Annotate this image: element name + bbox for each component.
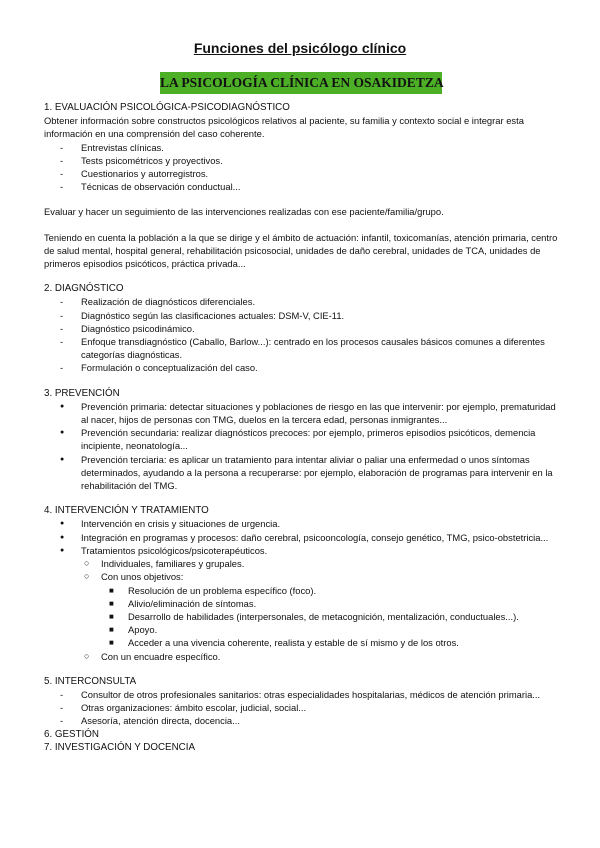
- list-item: ■ Alivio/eliminación de síntomas.: [44, 597, 564, 610]
- section-1-paragraph-3: Teniendo en cuenta la población a la que se dirige y el ámbito de actuación: infantil, toxicomanías, atención primaria, centro de salud mental, hospital general, rehabilitación psicosocial, unidades de daño cerebral, unidades de TCA, unidades de primeros episodios psicóticos, práctica privada...: [44, 231, 558, 270]
- section-4-list: [44, 517, 564, 557]
- list-item: ○ Con unos objetivos:: [44, 570, 564, 583]
- section-1-heading: 1. EVALUACIÓN PSICOLÓGICA-PSICODIAGNÓSTICO: [44, 102, 290, 113]
- section-4-heading: 4. INTERVENCIÓN Y TRATAMIENTO: [44, 505, 209, 517]
- section-4-sublist: [44, 557, 564, 583]
- section-7-heading: 7. INVESTIGACIÓN Y DOCENCIA: [44, 741, 195, 753]
- section-3-list: [44, 400, 564, 492]
- list-item: ■ Acceder a una vivencia coherente, realista y estable de sí mismo y de los otros.: [44, 636, 564, 649]
- section-4-sublist-end: [44, 650, 564, 663]
- list-item: ○ Individuales, familiares y grupales.: [44, 557, 564, 570]
- section-5-list: [44, 688, 564, 728]
- list-item: - Enfoque transdiagnóstico (Caballo, Barlow...): centrado en los procesos causales básicos comunes a diferentes categorías diagnósticas.: [44, 335, 564, 361]
- list-item: ○ Con un encuadre específico.: [44, 650, 564, 663]
- list-item: - Formulación o conceptualización del caso.: [44, 361, 564, 374]
- list-item: ■ Resolución de un problema específico (foco).: [44, 584, 564, 597]
- section-5-heading: 5. INTERCONSULTA: [44, 675, 137, 687]
- list-item: ● Prevención terciaria: es aplicar un tratamiento para intentar aliviar o paliar una enfermedad o unos síntomas determinados, ayudando a la persona a recuperarse: por ejemplo, elaboración de programas para intervenir en la rehabilitación del TMG.: [44, 453, 564, 493]
- list-item: - Técnicas de observación conductual...: [44, 180, 564, 193]
- list-item: - Realización de diagnósticos diferenciales.: [44, 295, 564, 308]
- list-item: - Asesoría, atención directa, docencia...: [44, 714, 564, 727]
- list-item: - Diagnóstico psicodinámico.: [44, 322, 564, 335]
- list-item: ● Intervención en crisis y situaciones de urgencia.: [44, 517, 564, 530]
- section-3-heading: 3. PREVENCIÓN: [44, 387, 120, 399]
- section-1-paragraph-2: Evaluar y hacer un seguimiento de las intervenciones realizadas con ese paciente/familia/grupo.: [44, 206, 444, 218]
- section-2-list: [44, 295, 564, 374]
- page-title: Funciones del psicólogo clínico: [193, 40, 407, 56]
- list-item: ● Tratamientos psicológicos/psicoterapéuticos.: [44, 544, 564, 557]
- section-2-heading: 2. DIAGNÓSTICO: [44, 283, 124, 295]
- list-item: ■ Desarrollo de habilidades (interpersonales, de metacognición, mentalización, conductuales...).: [44, 610, 564, 623]
- list-item: - Tests psicométricos y proyectivos.: [44, 154, 564, 167]
- list-item: - Diagnóstico según las clasificaciones actuales: DSM-V, CIE-11.: [44, 309, 564, 322]
- list-item: - Cuestionarios y autorregistros.: [44, 167, 564, 180]
- list-item: - Entrevistas clínicas.: [44, 141, 564, 154]
- document-body: [44, 101, 564, 754]
- section-1-intro: Obtener información sobre constructos psicológicos relativos al paciente, su familia y contexto social e integrar esta información en una comprensión del caso coherente.: [44, 115, 524, 140]
- list-item: ● Prevención primaria: detectar situaciones y poblaciones de riesgo en las que intervenir: por ejemplo, prematuridad al nacer, hijos de personas con TMG, duelos en la tercera edad, personas inmigrantes...: [44, 400, 564, 426]
- section-6-heading: 6. GESTIÓN: [44, 728, 99, 740]
- list-item: ● Integración en programas y procesos: daño cerebral, psicooncología, consejo genético, TMG, psico-obstetricia...: [44, 531, 564, 544]
- list-item: - Consultor de otros profesionales sanitarios: otras especialidades hospitalarias, médicos de atención primaria...: [44, 688, 564, 701]
- highlight-banner: LA PSICOLOGÍA CLÍNICA EN OSAKIDETZA: [160, 72, 442, 94]
- list-item: - Otras organizaciones: ámbito escolar, judicial, social...: [44, 701, 564, 714]
- list-item: ● Prevención secundaria: realizar diagnósticos precoces: por ejemplo, primeros episodios psicóticos, demencia incipiente, neonatología...: [44, 426, 564, 452]
- section-1-list: [44, 141, 564, 194]
- objectives-list: [44, 584, 564, 650]
- list-item: ■ Apoyo.: [44, 623, 564, 636]
